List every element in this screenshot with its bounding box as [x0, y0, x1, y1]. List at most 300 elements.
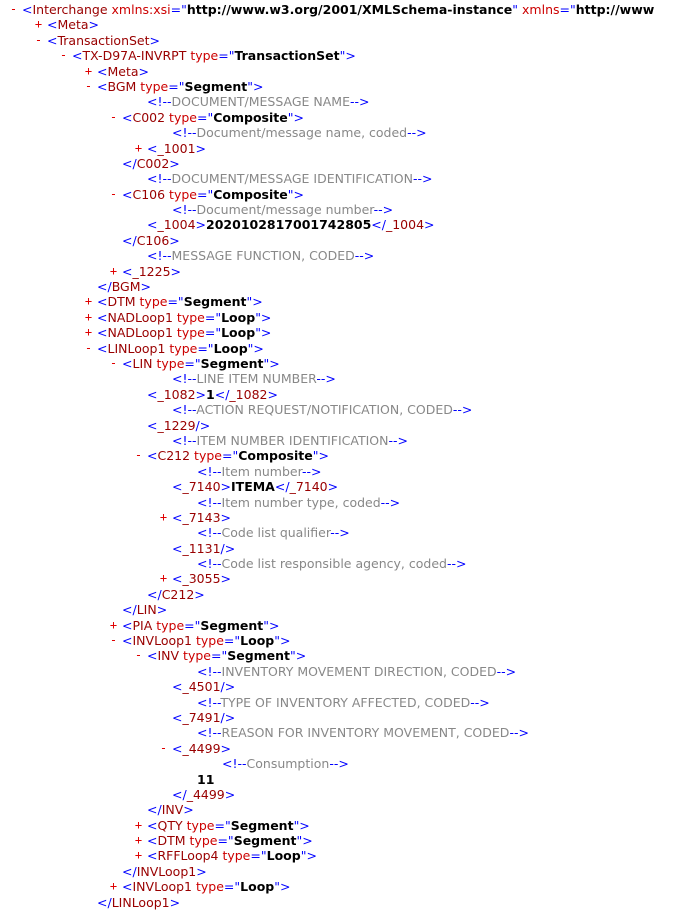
comment-text: Item number: [221, 463, 302, 479]
xml-tree-view: [0, 2, 682, 910]
markup-delimiter: ">: [274, 879, 291, 895]
text-value: ITEMA: [231, 479, 275, 495]
attribute-name: type: [194, 448, 222, 464]
xml-node-row: [0, 541, 682, 556]
xml-node-content: [172, 571, 231, 586]
markup-delimiter: <: [147, 848, 158, 864]
attribute-name: type: [222, 848, 251, 864]
markup-delimiter: >: [224, 786, 236, 802]
element-name: _1082: [157, 386, 196, 402]
comment-text: REASON FOR INVENTORY MOVEMENT, CODED: [221, 725, 510, 741]
xml-node-content: [147, 248, 374, 263]
element-name: PIA: [132, 617, 157, 633]
markup-delimiter: -->: [413, 171, 433, 187]
xml-node-content: [122, 618, 279, 633]
collapse-toggle[interactable]: -: [34, 32, 43, 47]
attribute-name: type: [169, 340, 198, 356]
xml-node-row: [0, 571, 682, 586]
markup-delimiter: >: [267, 386, 278, 402]
expand-toggle[interactable]: +: [134, 833, 143, 848]
xml-node-content: [97, 294, 263, 309]
attribute-name: type: [169, 186, 197, 202]
xml-node-content: [122, 187, 304, 202]
xml-node-content: [197, 664, 516, 679]
element-name: RFFLoop4: [157, 848, 223, 864]
markup-delimiter: ">: [287, 186, 304, 202]
xml-node-row: [0, 217, 682, 232]
xml-node-content: [172, 479, 338, 494]
markup-delimiter: ">: [296, 833, 313, 849]
xml-node-content: [197, 556, 466, 571]
markup-delimiter: =": [184, 617, 201, 633]
xml-node-row: [0, 648, 682, 663]
xml-node-row: [0, 2, 682, 17]
attribute-value: http://www.w3.org/2001/XMLSchema-instance: [186, 2, 513, 17]
attribute-name: type: [189, 833, 218, 849]
collapse-toggle[interactable]: -: [59, 48, 68, 63]
markup-delimiter: ">: [290, 648, 307, 664]
attribute-name: type: [195, 633, 224, 649]
expand-toggle[interactable]: +: [134, 817, 143, 832]
element-name: _7491: [182, 709, 221, 725]
xml-node-row: [0, 741, 682, 756]
xml-node-row: [0, 818, 682, 833]
element-name: BGM: [107, 78, 141, 94]
element-name: INV: [161, 802, 184, 818]
comment-text: Code list qualifier: [221, 525, 331, 541]
markup-delimiter: ">: [293, 817, 310, 833]
xml-node-row: [0, 556, 682, 571]
element-name: QTY: [157, 817, 187, 833]
collapse-toggle[interactable]: -: [109, 633, 118, 648]
comment-text: MESSAGE FUNCTION, CODED: [171, 248, 355, 264]
xml-node-row: [0, 633, 682, 648]
xml-node-row: [0, 310, 682, 325]
collapse-toggle[interactable]: -: [134, 648, 143, 663]
element-name: _4499: [182, 740, 221, 756]
expand-toggle[interactable]: +: [109, 263, 118, 278]
collapse-toggle[interactable]: -: [109, 186, 118, 201]
xml-node-content: [22, 2, 654, 17]
markup-delimiter: >: [149, 32, 161, 48]
element-name: _1004: [385, 217, 425, 233]
attribute-value: Segment: [200, 617, 264, 633]
markup-delimiter: =": [218, 48, 235, 64]
comment-text: Item number type, coded: [221, 494, 381, 510]
element-name: NADLoop1: [107, 325, 177, 341]
markup-delimiter: -->: [446, 556, 467, 572]
xml-node-content: [122, 633, 290, 648]
markup-delimiter: <!--: [197, 556, 222, 572]
element-name: BGM: [111, 279, 141, 295]
markup-delimiter: =": [170, 2, 187, 17]
xml-node-content: [172, 541, 235, 556]
xml-node-row: [0, 602, 682, 617]
markup-delimiter: =": [197, 340, 214, 356]
xml-node-row: [0, 202, 682, 217]
markup-delimiter: <: [147, 140, 158, 156]
comment-text: LINE ITEM NUMBER: [196, 371, 317, 387]
xml-node-content: [172, 741, 231, 756]
xml-node-row: [0, 618, 682, 633]
xml-node-content: [147, 171, 433, 186]
attribute-name: xmlns:xsi: [111, 2, 171, 17]
markup-delimiter: <: [97, 325, 108, 341]
element-name: LIN: [136, 602, 157, 618]
collapse-toggle[interactable]: -: [159, 740, 168, 755]
expand-toggle[interactable]: +: [34, 17, 43, 32]
markup-delimiter: >: [220, 479, 232, 495]
element-name: _4501: [182, 679, 221, 695]
markup-delimiter: ">: [263, 355, 280, 371]
xml-node-row: [0, 525, 682, 540]
markup-delimiter: <: [47, 17, 58, 33]
element-name: DTM: [107, 294, 140, 310]
markup-delimiter: >: [88, 17, 100, 33]
xml-node-row: [0, 325, 682, 340]
markup-delimiter: <!--: [147, 171, 172, 187]
xml-node-row: [0, 402, 682, 417]
expand-toggle[interactable]: +: [84, 294, 93, 309]
markup-delimiter: >: [220, 509, 232, 525]
xml-node-content: [122, 110, 304, 125]
markup-delimiter: <!--: [197, 494, 222, 510]
expand-toggle[interactable]: +: [159, 509, 168, 524]
xml-node-row: [0, 294, 682, 309]
xml-node-row: [0, 125, 682, 140]
attribute-name: type: [156, 617, 185, 633]
markup-delimiter: ">: [287, 109, 304, 125]
markup-delimiter: -->: [329, 756, 349, 772]
attribute-value: Segment: [227, 648, 291, 664]
markup-delimiter: <: [122, 879, 133, 895]
markup-delimiter: <: [97, 340, 108, 356]
expand-toggle[interactable]: +: [134, 140, 143, 155]
attribute-name: xmlns: [522, 2, 560, 17]
attribute-value: Segment: [233, 833, 297, 849]
xml-node-row: [0, 848, 682, 863]
markup-delimiter: <: [122, 186, 133, 202]
markup-delimiter: >: [170, 263, 182, 279]
xml-node-row: [0, 756, 682, 771]
markup-delimiter: <!--: [147, 94, 172, 110]
xml-node-content: [122, 879, 290, 894]
xml-node-row: [0, 94, 682, 109]
markup-delimiter: -->: [470, 694, 490, 710]
markup-delimiter: </: [122, 602, 137, 618]
xml-node-row: [0, 433, 682, 448]
comment-text: Document/message number: [196, 202, 374, 218]
comment-text: ACTION REQUEST/NOTIFICATION, CODED: [196, 402, 453, 418]
element-name: Meta: [57, 17, 89, 33]
markup-delimiter: =": [167, 294, 184, 310]
comment-text: DOCUMENT/MESSAGE NAME: [171, 94, 350, 110]
element-name: Meta: [107, 63, 139, 79]
element-name: C106: [136, 232, 170, 248]
xml-node-content: [147, 448, 329, 463]
xml-node-content: [97, 279, 151, 294]
element-name: LINLoop1: [111, 894, 170, 910]
markup-delimiter: =": [210, 648, 228, 664]
xml-node-content: [172, 679, 235, 694]
xml-node-row: [0, 141, 682, 156]
xml-node-content: [97, 79, 264, 94]
markup-delimiter: =": [196, 186, 214, 202]
markup-delimiter: =": [184, 355, 201, 371]
collapse-toggle[interactable]: -: [109, 109, 118, 124]
element-name: _7140: [289, 479, 328, 495]
collapse-toggle[interactable]: -: [134, 448, 143, 463]
markup-delimiter: =": [204, 325, 222, 341]
element-name: _7143: [182, 509, 221, 525]
xml-node-row: [0, 879, 682, 894]
attribute-name: type: [176, 309, 205, 325]
element-name: NADLoop1: [107, 309, 177, 325]
attribute-value: Segment: [184, 78, 248, 94]
collapse-toggle[interactable]: -: [109, 355, 118, 370]
xml-node-row: [0, 17, 682, 32]
element-name: C002: [136, 155, 170, 171]
xml-node-content: [172, 202, 393, 217]
markup-delimiter: ": [512, 2, 523, 17]
attribute-value: Composite: [213, 186, 288, 202]
attribute-name: type: [156, 355, 185, 371]
attribute-value: Composite: [238, 448, 313, 464]
element-name: C106: [132, 186, 170, 202]
xml-node-row: [0, 664, 682, 679]
markup-delimiter: <!--: [197, 525, 222, 541]
element-name: C212: [161, 586, 195, 602]
xml-node-row: [0, 495, 682, 510]
markup-delimiter: <: [147, 386, 158, 402]
xml-node-content: [97, 310, 271, 325]
markup-delimiter: =": [204, 309, 222, 325]
markup-delimiter: />: [220, 540, 236, 556]
element-name: _1229: [157, 417, 196, 433]
markup-delimiter: >: [195, 217, 207, 233]
markup-delimiter: -->: [509, 725, 529, 741]
xml-node-content: [197, 464, 321, 479]
expand-toggle[interactable]: +: [84, 325, 93, 340]
xml-node-content: [147, 418, 210, 433]
markup-delimiter: >: [169, 232, 180, 248]
markup-delimiter: <: [22, 2, 33, 17]
markup-delimiter: <: [122, 617, 133, 633]
markup-delimiter: <!--: [197, 725, 222, 741]
markup-delimiter: </: [122, 863, 137, 879]
markup-delimiter: </: [122, 232, 137, 248]
attribute-value: Loop: [266, 848, 301, 864]
markup-delimiter: ">: [300, 848, 317, 864]
markup-delimiter: <: [172, 540, 183, 556]
text-value: 2020102817001742805: [206, 217, 372, 233]
xml-node-row: [0, 248, 682, 263]
markup-delimiter: >: [194, 586, 205, 602]
element-name: INVLoop1: [132, 879, 196, 895]
xml-node-row: [0, 772, 682, 787]
markup-delimiter: <!--: [197, 463, 222, 479]
xml-node-row: [0, 695, 682, 710]
markup-delimiter: <: [147, 448, 158, 464]
xml-node-row: [0, 418, 682, 433]
xml-node-content: [97, 64, 149, 79]
xml-node-content: [122, 864, 207, 879]
markup-delimiter: ">: [255, 309, 272, 325]
text-value: 1: [206, 386, 215, 402]
markup-delimiter: <!--: [172, 202, 197, 218]
collapse-toggle[interactable]: -: [84, 78, 93, 93]
markup-delimiter: <: [122, 355, 133, 371]
markup-delimiter: -->: [330, 525, 350, 541]
expand-toggle[interactable]: +: [84, 63, 93, 78]
attribute-value: Loop: [240, 633, 275, 649]
markup-delimiter: <: [147, 648, 158, 664]
markup-delimiter: <: [147, 417, 158, 433]
markup-delimiter: ">: [246, 294, 263, 310]
element-name: TX-D97A-INVRPT: [82, 48, 191, 64]
xml-node-row: [0, 802, 682, 817]
xml-node-content: [122, 156, 180, 171]
xml-node-row: [0, 156, 682, 171]
xml-node-row: [0, 371, 682, 386]
markup-delimiter: </: [147, 586, 162, 602]
xml-node-row: [0, 341, 682, 356]
element-name: Interchange: [32, 2, 112, 17]
xml-node-content: [222, 756, 349, 771]
markup-delimiter: >: [327, 479, 339, 495]
markup-delimiter: >: [195, 386, 207, 402]
markup-delimiter: <: [72, 48, 83, 64]
element-name: _3055: [182, 571, 221, 587]
markup-delimiter: =": [221, 448, 239, 464]
markup-delimiter: >: [140, 279, 151, 295]
attribute-name: type: [183, 648, 211, 664]
xml-node-row: [0, 710, 682, 725]
xml-node-content: [97, 325, 271, 340]
xml-node-row: [0, 48, 682, 63]
markup-delimiter: >: [156, 602, 168, 618]
comment-text: INVENTORY MOVEMENT DIRECTION, CODED: [221, 663, 497, 679]
attribute-value: Loop: [221, 325, 256, 341]
xml-node-content: [147, 648, 306, 663]
attribute-name: type: [140, 78, 169, 94]
markup-delimiter: <: [122, 633, 133, 649]
xml-node-content: [122, 356, 280, 371]
xml-node-content: [172, 371, 336, 386]
comment-text: ITEM NUMBER IDENTIFICATION: [196, 432, 389, 448]
xml-node-row: [0, 479, 682, 494]
element-name: _1082: [229, 386, 268, 402]
xml-node-row: [0, 864, 682, 879]
markup-delimiter: />: [220, 679, 236, 695]
markup-delimiter: ">: [263, 617, 280, 633]
xml-node-content: [172, 402, 472, 417]
collapse-toggle[interactable]: -: [9, 2, 18, 16]
attribute-value: TransactionSet: [234, 48, 340, 64]
xml-node-row: [0, 171, 682, 186]
xml-node-content: [197, 495, 400, 510]
xml-node-row: [0, 64, 682, 79]
xml-node-content: [97, 895, 180, 910]
markup-delimiter: ">: [339, 48, 356, 64]
markup-delimiter: >: [169, 894, 181, 910]
markup-delimiter: <: [97, 294, 108, 310]
xml-node-content: [147, 802, 194, 817]
xml-node-content: [97, 341, 264, 356]
xml-node-content: [197, 725, 529, 740]
markup-delimiter: ">: [247, 340, 264, 356]
markup-delimiter: >: [196, 863, 207, 879]
markup-delimiter: </: [122, 155, 137, 171]
markup-delimiter: =": [168, 78, 185, 94]
xml-node-content: [147, 818, 310, 833]
xml-node-content: [47, 17, 99, 32]
expand-toggle[interactable]: +: [84, 309, 93, 324]
markup-delimiter: >: [183, 802, 194, 818]
xml-node-content: [172, 510, 231, 525]
markup-delimiter: </: [172, 786, 187, 802]
element-name: C212: [157, 448, 195, 464]
xml-node-content: [197, 525, 350, 540]
xml-node-row: [0, 679, 682, 694]
markup-delimiter: -->: [388, 432, 408, 448]
xml-node-row: [0, 110, 682, 125]
markup-delimiter: >: [220, 740, 232, 756]
xml-node-row: [0, 356, 682, 371]
markup-delimiter: </: [147, 802, 162, 818]
markup-delimiter: >: [424, 217, 435, 233]
attribute-name: type: [139, 294, 168, 310]
markup-delimiter: =": [559, 2, 576, 17]
markup-delimiter: ">: [274, 633, 291, 649]
element-name: LIN: [132, 355, 157, 371]
expand-toggle[interactable]: +: [134, 848, 143, 863]
expand-toggle[interactable]: +: [109, 617, 118, 632]
markup-delimiter: =": [196, 109, 214, 125]
attribute-name: type: [195, 879, 224, 895]
markup-delimiter: <!--: [222, 756, 247, 772]
attribute-value: Segment: [183, 294, 247, 310]
attribute-name: type: [169, 109, 197, 125]
markup-delimiter: =": [223, 879, 241, 895]
markup-delimiter: ">: [312, 448, 329, 464]
xml-node-content: [147, 587, 205, 602]
markup-delimiter: -->: [373, 202, 394, 218]
markup-delimiter: <!--: [172, 371, 197, 387]
element-name: INVLoop1: [132, 633, 196, 649]
xml-node-row: [0, 387, 682, 402]
element-name: _1001: [157, 140, 196, 156]
xml-node-content: [147, 387, 278, 402]
expand-toggle[interactable]: +: [109, 879, 118, 894]
markup-delimiter: <: [172, 509, 183, 525]
attribute-value: Loop: [213, 340, 248, 356]
xml-node-row: [0, 79, 682, 94]
xml-node-content: [147, 217, 435, 232]
element-name: C002: [132, 109, 170, 125]
xml-node-content: [147, 94, 370, 109]
markup-delimiter: </: [97, 279, 112, 295]
markup-delimiter: =": [214, 817, 231, 833]
xml-node-content: [172, 710, 235, 725]
markup-delimiter: </: [214, 386, 230, 402]
markup-delimiter: >: [138, 63, 150, 79]
xml-node-row: [0, 187, 682, 202]
element-name: _1004: [157, 217, 196, 233]
expand-toggle[interactable]: +: [159, 571, 168, 586]
xml-node-row: [0, 895, 682, 910]
collapse-toggle[interactable]: -: [84, 340, 93, 355]
